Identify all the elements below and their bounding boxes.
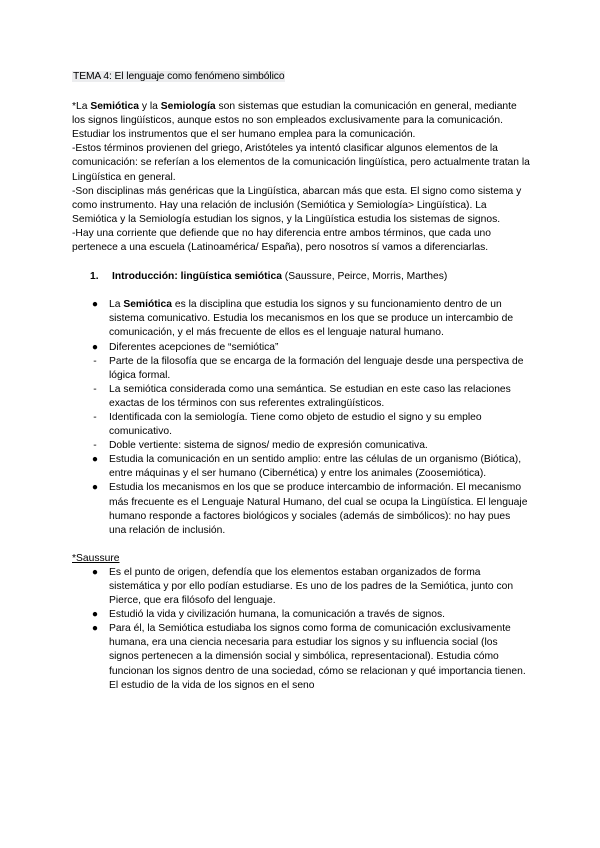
term-semiotica: Semiótica: [90, 101, 139, 113]
intro-paragraph-3: -Son disciplinas más genéricas que la Lingüística, abarcan más que esta. El signo como sistema y como instrumento. Hay una relación de inclusión (Semiótica y Semiología> Lingüística). La Semiótica y la Semiología estudian los signos, y la Lingüística estudia los sistemas de signos.: [72, 185, 522, 225]
intro-paragraph-2: -Estos términos provienen del griego, Aristóteles ya intentó clasificar algunos elementos de la comunicación: se referían a los elementos de la comunicación lingüística, pero actualmente tratan la Lingüística en general.: [72, 143, 530, 183]
dash-icon: -: [93, 383, 97, 395]
bullet-icon: ●: [91, 609, 99, 621]
section-title: Introducción: lingüística semiótica: [112, 271, 282, 283]
document-page: [72, 70, 530, 693]
intro-paragraph-1: *La Semiótica y la Semiología son sistemas que estudian la comunicación en general, mediante los signos lingüísticos, aunque estos no son empleados exclusivamente para la comunicación. Estudiar los instrumentos que el ser humano emplea para la comunicación.: [72, 101, 517, 141]
semiotica-list: [72, 298, 530, 538]
section-heading: [90, 270, 530, 284]
list-item: - Parte de la filosofía que se encarga de la formación del lenguaje desde una perspectiva de lógica formal.: [72, 355, 530, 383]
bullet-icon: ●: [91, 454, 99, 466]
document-title-line: [72, 70, 530, 84]
document-title: TEMA 4: El lenguaje como fenómeno simbólico: [73, 71, 285, 82]
dash-icon: -: [93, 355, 97, 367]
saussure-list: [72, 566, 530, 693]
dash-icon: -: [93, 440, 97, 452]
list-item: ● Para él, la Semiótica estudiaba los signos como forma de comunicación exclusivamente humana, era una ciencia necesaria para estudiar los signos y su influencia social (los signos pertenecen a la dimensión social y simbólica, representacional). Estudia cómo funcionan los signos dentro de una sociedad, cómo se relacionan y qué importancia tienen. El estudio de la vida de los signos en el seno: [72, 622, 530, 692]
bullet-icon: ●: [91, 482, 99, 494]
list-item: - Identificada con la semiología. Tiene como objeto de estudio el signo y su empleo comunicativo.: [72, 411, 530, 439]
bullet-icon: ●: [91, 341, 99, 353]
saussure-heading: *Saussure: [72, 552, 120, 564]
list-item: ● Estudia la comunicación en un sentido amplio: entre las células de un organismo (Biótica), entre máquinas y el ser humano (Cibernética) y entre los animales (Zoosemiótica).: [72, 453, 530, 481]
section-number: 1.: [90, 271, 99, 283]
term-semiologia: Semiología: [160, 101, 216, 113]
list-item: ● Estudia los mecanismos en los que se produce intercambio de información. El mecanismo más frecuente es el Lenguaje Natural Humano, del cual se ocupa la Lingüística. El lenguaje humano responde a factores biológicos y sociales (además de simbólicos): no hay pues una relación de inclusión.: [72, 481, 530, 537]
list-item: ● Es el punto de origen, defendía que los elementos estaban organizados de forma sistemática y por ello podían estudiarse. Es uno de los padres de la Semiótica, junto con Pierce, que era filósofo del lenguaje.: [72, 566, 530, 608]
dash-icon: -: [93, 411, 97, 423]
bullet-icon: ●: [91, 299, 99, 311]
list-item: ● Diferentes acepciones de “semiótica”: [72, 341, 530, 355]
bullet-icon: ●: [91, 623, 99, 635]
section-authors: (Saussure, Peirce, Morris, Marthes): [281, 271, 448, 283]
list-item: ● La Semiótica es la disciplina que estudia los signos y su funcionamiento dentro de un sistema comunicativo. Estudia los mecanismos en los que se produce un intercambio de comunicación, y el más frecuente de ellos es el lenguaje natural humano.: [72, 298, 530, 340]
list-item: ● Estudió la vida y civilización humana, la comunicación a través de signos.: [72, 608, 530, 622]
list-item: - Doble vertiente: sistema de signos/ medio de expresión comunicativa.: [72, 439, 530, 453]
list-item: - La semiótica considerada como una semántica. Se estudian en este caso las relaciones exactas de los términos con sus referentes extralingüísticos.: [72, 383, 530, 411]
bullet-icon: ●: [91, 566, 99, 578]
intro-block: [72, 100, 530, 255]
intro-paragraph-4: -Hay una corriente que defiende que no hay diferencia entre ambos términos, que cada uno pertenece a una escuela (Latinoamérica/ España), pero nosotros sí vamos a diferenciarlas.: [72, 227, 492, 254]
